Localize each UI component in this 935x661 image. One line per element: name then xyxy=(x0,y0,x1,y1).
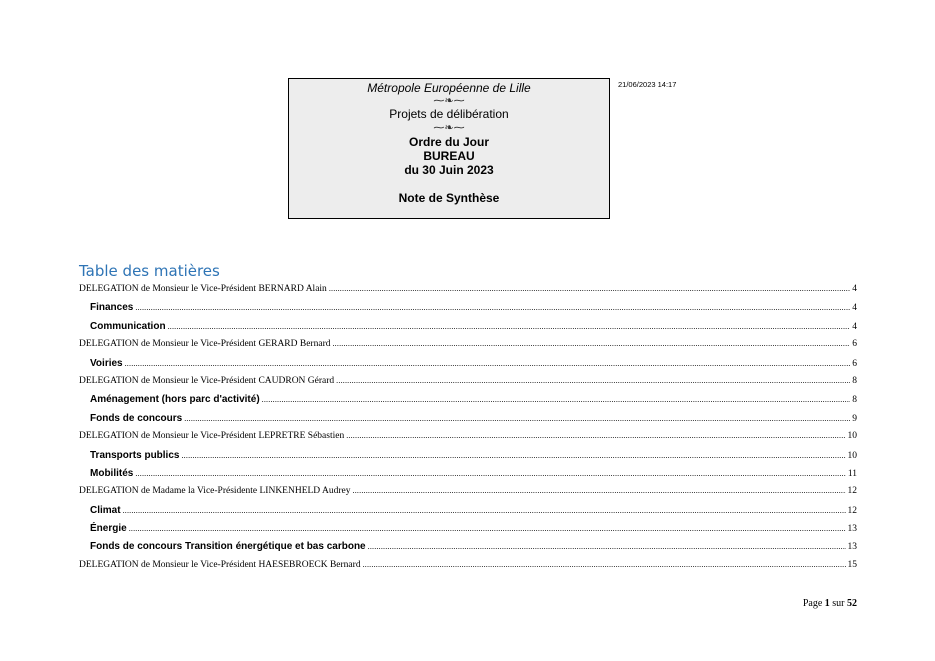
toc-entry-section[interactable] xyxy=(79,321,857,339)
toc-entry-label: Transports publics xyxy=(90,449,180,461)
toc-entry-label: Mobilités xyxy=(90,467,134,479)
toc-dot-leader xyxy=(346,431,845,440)
toc-heading: Table des matières xyxy=(79,262,220,280)
toc-entry-page-number: 12 xyxy=(847,505,857,516)
toc-entry-delegation[interactable] xyxy=(79,431,857,449)
toc-entry-page-number: 4 xyxy=(852,303,857,314)
toc-entry-section[interactable] xyxy=(79,468,857,486)
toc-entry-section[interactable] xyxy=(79,358,857,376)
toc-entry-page-number: 8 xyxy=(852,395,857,406)
toc-entry-page-number: 15 xyxy=(847,559,857,570)
toc-entry-delegation[interactable] xyxy=(79,486,857,504)
toc-entry-section[interactable] xyxy=(79,523,857,541)
toc-entry-section[interactable] xyxy=(79,302,857,320)
toc-entry-label: Climat xyxy=(90,504,121,516)
toc-entry-section[interactable] xyxy=(79,541,857,559)
toc-entry-delegation[interactable] xyxy=(79,284,857,302)
toc-entry-page-number: 4 xyxy=(852,321,857,332)
generation-timestamp: 21/06/2023 14:17 xyxy=(618,80,677,89)
toc-entry-label: DELEGATION de Monsieur le Vice-Président HAESEBROECK Bernard xyxy=(79,559,361,570)
toc-entry-page-number: 11 xyxy=(847,468,857,479)
ornament-divider-icon: ⁓❧⁓ xyxy=(433,95,465,107)
toc-entry-delegation[interactable] xyxy=(79,339,857,357)
toc-dot-leader xyxy=(168,322,851,331)
toc-entry-label: Fonds de concours xyxy=(90,412,183,424)
document-header-box xyxy=(288,78,610,219)
toc-entry-page-number: 13 xyxy=(847,524,857,535)
toc-entry-section[interactable] xyxy=(79,413,857,431)
toc-entry-page-number: 6 xyxy=(852,339,857,350)
toc-dot-leader xyxy=(368,542,846,551)
total-pages: 52 xyxy=(847,598,857,609)
toc-dot-leader xyxy=(123,506,846,515)
toc-entry-delegation[interactable] xyxy=(79,560,857,578)
ornament-divider-icon: ⁓❧⁓ xyxy=(433,122,465,134)
toc-entry-page-number: 9 xyxy=(852,413,857,424)
page-prefix: Page xyxy=(802,598,823,609)
toc-dot-leader xyxy=(363,560,846,569)
toc-entry-label: Fonds de concours Transition énergétique et bas carbone xyxy=(90,541,366,553)
toc-dot-leader xyxy=(125,359,851,368)
synthesis-note-title: Note de Synthèse xyxy=(398,191,500,205)
current-page: 1 xyxy=(824,598,830,609)
header-subtitle: Projets de délibération xyxy=(389,107,509,121)
meeting-date: du 30 Juin 2023 xyxy=(404,163,494,177)
organization-name: Métropole Européenne de Lille xyxy=(367,81,531,95)
toc-dot-leader xyxy=(353,486,846,495)
toc-dot-leader xyxy=(332,339,850,348)
toc-entry-label: Communication xyxy=(90,320,166,332)
toc-dot-leader xyxy=(262,395,851,404)
toc-entry-page-number: 12 xyxy=(847,486,857,497)
toc-dot-leader xyxy=(135,303,850,312)
toc-entry-label: DELEGATION de Madame la Vice-Présidente LINKENHELD Audrey xyxy=(79,486,351,497)
toc-entry-section[interactable] xyxy=(79,450,857,468)
toc-dot-leader xyxy=(181,451,845,460)
agenda-title: Ordre du Jour xyxy=(408,135,489,149)
meeting-body: BUREAU xyxy=(423,149,475,163)
toc-dot-leader xyxy=(129,524,846,533)
toc-dot-leader xyxy=(329,284,850,293)
toc-entry-page-number: 8 xyxy=(852,375,857,386)
page-separator: sur xyxy=(832,598,845,609)
toc-entry-section[interactable] xyxy=(79,394,857,412)
toc-entry-page-number: 4 xyxy=(852,284,857,294)
toc-entry-label: DELEGATION de Monsieur le Vice-Président BERNARD Alain xyxy=(79,284,327,294)
toc-dot-leader xyxy=(336,376,850,385)
toc-entry-page-number: 10 xyxy=(847,431,857,442)
toc-entry-label: Énergie xyxy=(90,523,127,535)
toc-entry-label: DELEGATION de Monsieur le Vice-Président GERARD Bernard xyxy=(79,339,331,350)
toc-entry-label: DELEGATION de Monsieur le Vice-Président LEPRETRE Sébastien xyxy=(79,431,345,442)
toc-entry-page-number: 6 xyxy=(852,358,857,369)
toc-dot-leader xyxy=(184,414,850,423)
toc-entry-label: DELEGATION de Monsieur le Vice-Président CAUDRON Gérard xyxy=(79,375,335,386)
toc-dot-leader xyxy=(135,469,846,478)
toc-entry-page-number: 13 xyxy=(847,542,857,553)
toc-entry-label: Finances xyxy=(90,302,134,314)
toc-entry-label: Voiries xyxy=(90,357,123,369)
toc-entry-delegation[interactable] xyxy=(79,376,857,394)
table-of-contents xyxy=(79,284,857,578)
page-number-footer xyxy=(803,598,857,609)
toc-entry-section[interactable] xyxy=(79,505,857,523)
toc-entry-label: Aménagement (hors parc d'activité) xyxy=(90,394,260,406)
toc-entry-page-number: 10 xyxy=(847,450,857,461)
